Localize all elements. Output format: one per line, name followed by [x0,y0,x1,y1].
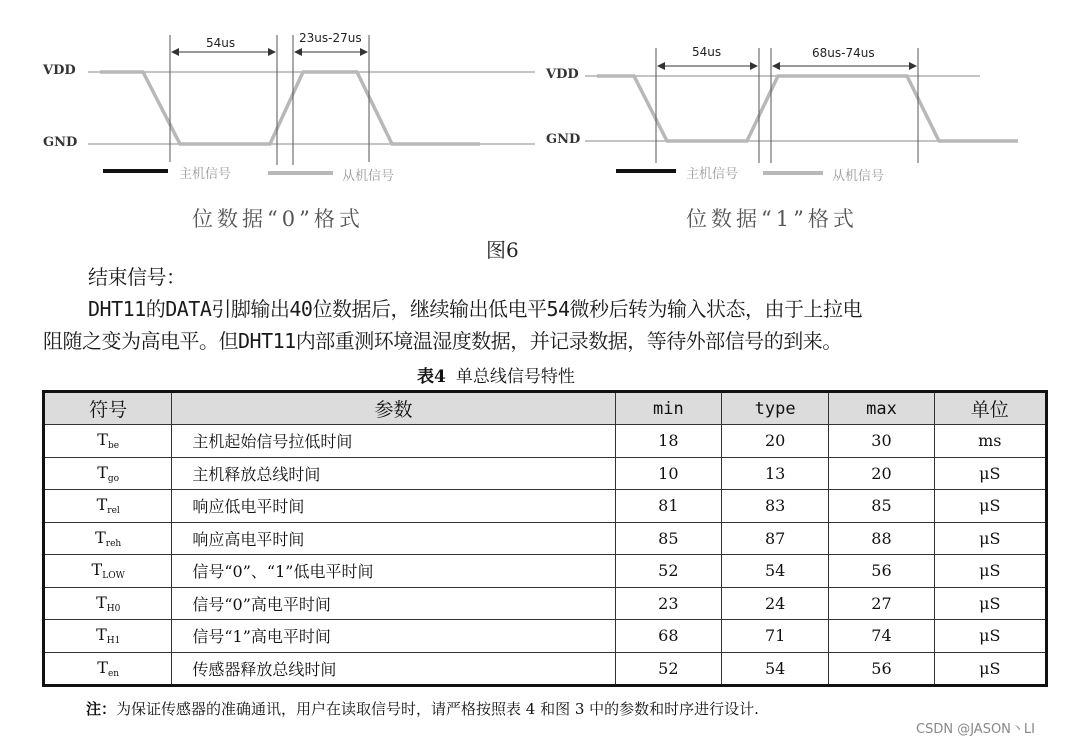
symbol-cell: $T_{go}$ [44,457,172,490]
table-row [44,620,1047,653]
symbol-cell: $T_{LOW}$ [44,555,172,588]
unit-cell: μS [934,620,1046,653]
watermark: CSDN @JASON丶LI [916,722,1035,737]
min-cell: 68 [615,620,721,653]
footnote-text: 为保证传感器的准确通讯，用户在读取信号时，请严格按照表 4 和图 3 中的参数和时序进行设计. [116,700,759,718]
max-cell: 88 [829,522,934,555]
parameter-cell: 主机起始信号拉低时间 [172,425,615,458]
unit-cell: μS [934,587,1046,620]
vdd-label: VDD [43,63,76,78]
unit-cell: μS [934,457,1046,490]
parameter-cell: 信号“0”高电平时间 [172,587,615,620]
unit-cell: μS [934,555,1046,588]
footnote-label: 注： [86,700,117,718]
parameter-cell: 信号“1”高电平时间 [172,620,615,653]
type-cell: 87 [722,522,829,555]
paragraph-line: DHT11的DATA引脚输出40位数据后，继续输出低电平54微秒后转为输入状态，由于上拉电 [88,297,863,321]
section-heading: 结束信号： [88,265,186,289]
table-row [44,490,1047,523]
parameter-cell: 传感器释放总线时间 [172,652,615,686]
min-cell: 18 [615,425,721,458]
paragraph-line: 阻随之变为高电平。但DHT11内部重测环境温湿度数据，并记录数据，等待外部信号的到来。 [43,329,842,353]
gnd-label: GND [546,132,581,147]
table-row [44,425,1047,458]
type-cell: 13 [722,457,829,490]
table-caption: 单总线信号特性 [455,367,575,387]
max-cell: 56 [829,555,934,588]
table-number: 表4 [417,367,446,387]
min-cell: 23 [615,587,721,620]
column-header-type: type [722,392,829,425]
min-cell: 81 [615,490,721,523]
interval-label: 68us-74us [812,46,875,60]
gnd-label: GND [43,135,78,150]
column-header-min: min [615,392,721,425]
parameter-cell: 主机释放总线时间 [172,457,615,490]
max-cell: 27 [829,587,934,620]
type-cell: 24 [722,587,829,620]
type-cell: 83 [722,490,829,523]
legend-host-label: 主机信号 [686,167,739,182]
legend-host-label: 主机信号 [179,167,232,182]
min-cell: 10 [615,457,721,490]
signal-characteristics-table [42,390,1048,687]
table-row [44,587,1047,620]
interval-label: 54us [692,45,722,59]
figure-caption: 位数据“1”格式 [686,207,858,231]
table-header-row [44,392,1047,425]
column-header-max: max [829,392,934,425]
figure-number: 图6 [486,238,519,262]
type-cell: 54 [722,652,829,686]
symbol-cell: $T_{rel}$ [44,490,172,523]
timing-diagram-bit-1 [530,0,1066,235]
interval-label: 23us-27us [299,31,362,45]
symbol-cell: $T_{en}$ [44,652,172,686]
symbol-cell: $T_{be}$ [44,425,172,458]
symbol-cell: $T_{H0}$ [44,587,172,620]
column-header-parameter: 参数 [172,392,615,425]
table-title [417,362,575,387]
table-row [44,555,1047,588]
table-row [44,457,1047,490]
column-header-unit: 单位 [934,392,1046,425]
legend-slave-label: 从机信号 [832,169,885,184]
unit-cell: μS [934,652,1046,686]
symbol-cell: $T_{H1}$ [44,620,172,653]
unit-cell: μS [934,522,1046,555]
type-cell: 71 [722,620,829,653]
table-row [44,522,1047,555]
unit-cell: μS [934,490,1046,523]
parameter-cell: 响应高电平时间 [172,522,615,555]
unit-cell: ms [934,425,1046,458]
max-cell: 56 [829,652,934,686]
symbol-cell: $T_{reh}$ [44,522,172,555]
type-cell: 54 [722,555,829,588]
max-cell: 74 [829,620,934,653]
legend-slave-label: 从机信号 [342,169,395,184]
timing-diagram-bit-0 [0,0,535,235]
type-cell: 20 [722,425,829,458]
max-cell: 30 [829,425,934,458]
interval-label: 54us [206,36,236,50]
parameter-cell: 信号“0”、“1”低电平时间 [172,555,615,588]
table-row [44,652,1047,686]
figure-caption: 位数据“0”格式 [192,207,364,231]
column-header-symbol: 符号 [44,392,172,425]
min-cell: 85 [615,522,721,555]
max-cell: 20 [829,457,934,490]
footnote [86,698,759,719]
parameter-cell: 响应低电平时间 [172,490,615,523]
min-cell: 52 [615,555,721,588]
vdd-label: VDD [546,67,579,82]
max-cell: 85 [829,490,934,523]
min-cell: 52 [615,652,721,686]
